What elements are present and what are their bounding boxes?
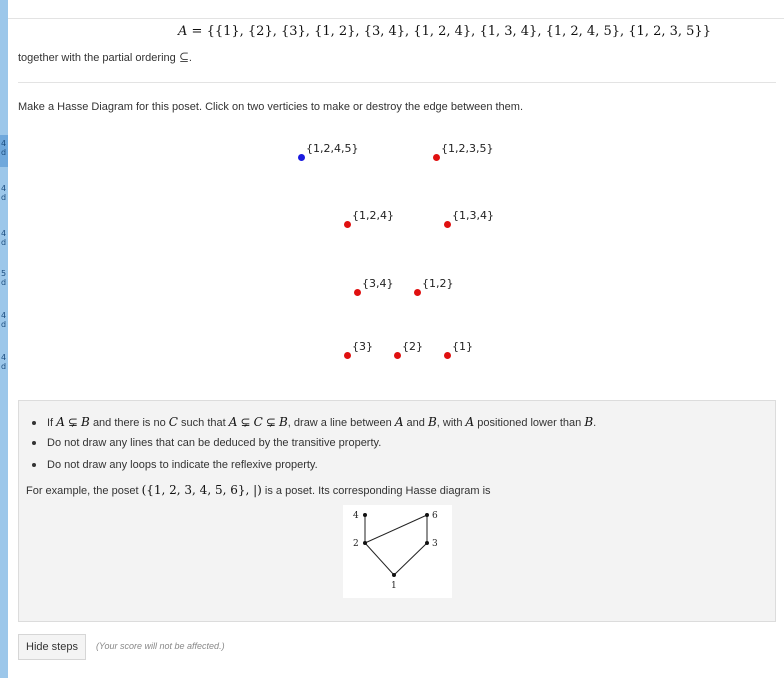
rail-mark: 4 (1, 184, 7, 193)
rail-mark: d (1, 148, 7, 157)
example-hasse-diagram (343, 505, 452, 598)
example-node-label: 2 (353, 539, 359, 549)
hasse-vertex-label[interactable]: {1,2,4,5} (306, 142, 359, 155)
rail-mark: 5 (1, 269, 7, 278)
hasse-vertex-label[interactable]: {1,2} (422, 277, 454, 290)
example-edge (394, 543, 427, 575)
divider (8, 18, 784, 19)
hasse-vertex[interactable] (298, 154, 305, 161)
example-edge (365, 515, 427, 543)
hasse-vertex-label[interactable]: {3,4} (362, 277, 394, 290)
example-node (425, 513, 429, 517)
rail-mark: 4 (1, 311, 7, 320)
rail-mark: 4 (1, 353, 7, 362)
hasse-vertex-label[interactable]: {1} (452, 340, 473, 353)
question-prompt: Make a Hasse Diagram for this poset. Click on two verticies to make or destroy the edge between them. (18, 101, 524, 113)
rail-mark: d (1, 193, 7, 202)
rule-reflexive: Do not draw any loops to indicate the reflexive property. (27, 459, 318, 471)
hasse-vertex[interactable] (414, 289, 421, 296)
hasse-vertex-label[interactable]: {3} (352, 340, 373, 353)
example-text: For example, the poset ({1, 2, 3, 4, 5, 6}, |) is a poset. Its corresponding Hasse diagram is (26, 483, 491, 497)
divider (18, 82, 776, 83)
hasse-vertex-label[interactable]: {1,3,4} (452, 209, 494, 222)
hasse-vertex[interactable] (444, 221, 451, 228)
example-node-label: 3 (432, 539, 438, 549)
hasse-vertex[interactable] (394, 352, 401, 359)
example-node (392, 573, 396, 577)
example-node-label: 6 (432, 511, 438, 521)
set-definition: A = {{1}, {2}, {3}, {1, 2}, {3, 4}, {1, 2, 4}, {1, 3, 4}, {1, 2, 4, 5}, {1, 2, 3, 5}} (178, 24, 711, 39)
rail-mark: d (1, 278, 7, 287)
hasse-vertex[interactable] (444, 352, 451, 359)
hasse-vertex-label[interactable]: {2} (402, 340, 423, 353)
score-note: (Your score will not be affected.) (96, 641, 225, 651)
steps-panel (18, 400, 776, 622)
set-body: {{1}, {2}, {3}, {1, 2}, {3, 4}, {1, 2, 4}, {1, 3, 4}, {1, 2, 4, 5}, {1, 2, 3, 5}} (206, 24, 711, 39)
hasse-vertex[interactable] (354, 289, 361, 296)
rule-transitive: Do not draw any lines that can be deduced by the transitive property. (27, 437, 381, 449)
set-name: A (178, 24, 188, 39)
hasse-vertex-label[interactable]: {1,2,4} (352, 209, 394, 222)
rail-mark: 4 (1, 139, 7, 148)
left-rail (0, 0, 8, 678)
rail-mark: d (1, 362, 7, 371)
hide-steps-button[interactable]: Hide steps (18, 634, 86, 660)
partial-ordering-text: together with the partial ordering ⊆. (18, 50, 192, 64)
rule-covering: If A ⊊ B and there is no C such that A ⊊ C ⊊ B, draw a line between A and B, with A positioned lower than B. (27, 415, 596, 429)
rail-mark: 4 (1, 229, 7, 238)
example-node (363, 541, 367, 545)
hasse-vertex[interactable] (344, 221, 351, 228)
hasse-vertex-label[interactable]: {1,2,3,5} (441, 142, 494, 155)
example-node-label: 1 (391, 581, 397, 591)
rail-mark: d (1, 238, 7, 247)
hasse-vertex[interactable] (344, 352, 351, 359)
example-edge (365, 543, 394, 575)
example-node (425, 541, 429, 545)
example-node-label: 4 (353, 511, 359, 521)
rail-mark: d (1, 320, 7, 329)
hasse-vertex[interactable] (433, 154, 440, 161)
example-node (363, 513, 367, 517)
hasse-diagram-canvas[interactable] (18, 130, 776, 385)
